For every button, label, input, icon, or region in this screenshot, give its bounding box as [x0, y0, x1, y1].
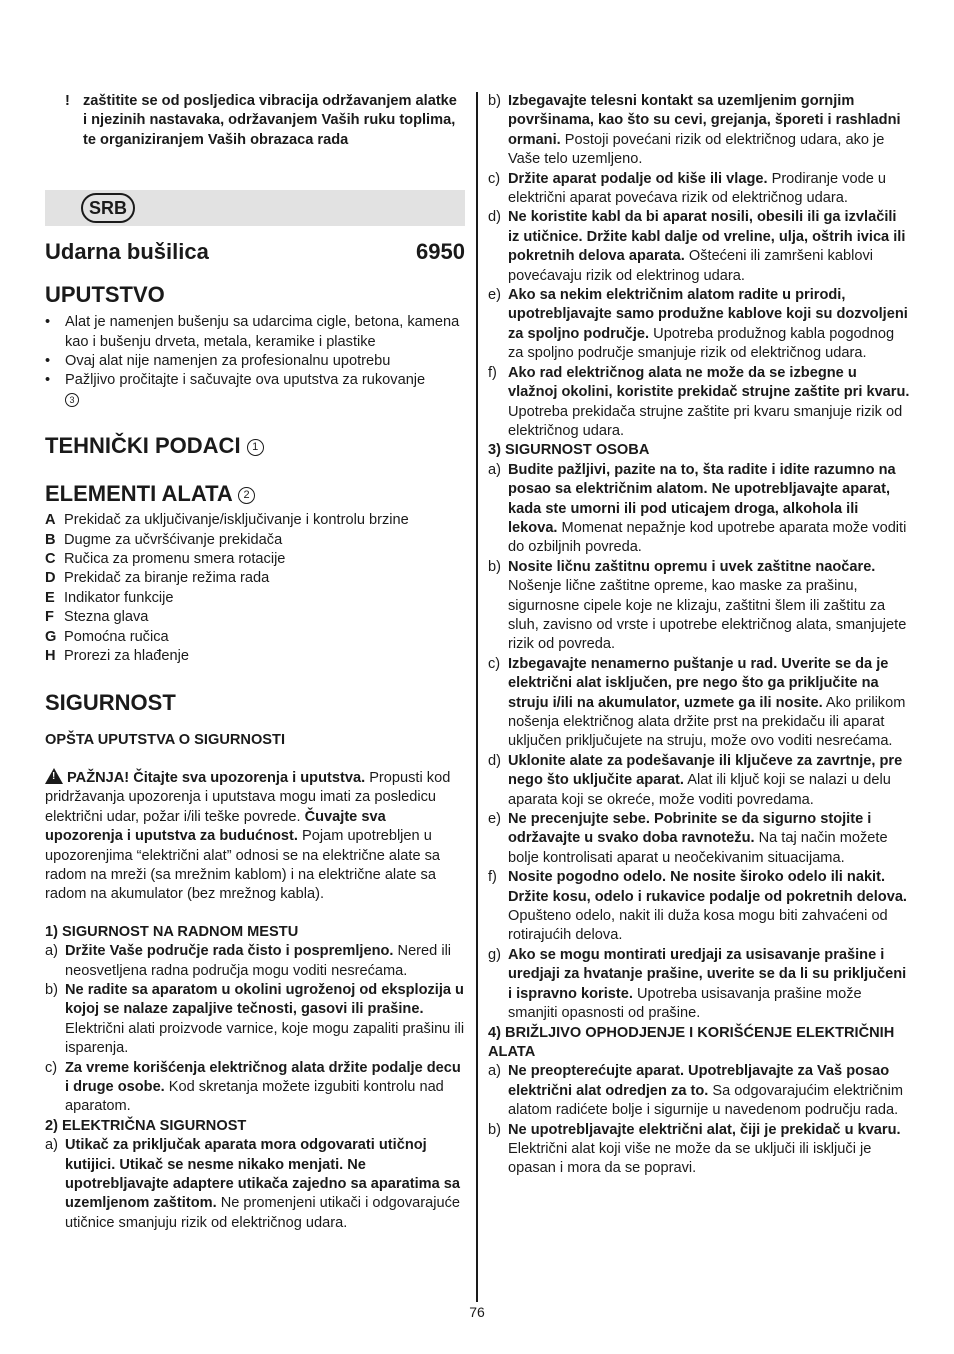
uputstvo-bullets: [45, 313, 465, 410]
figure-ref-1: 1: [247, 439, 264, 456]
general-safety-heading: OPŠTA UPUTSTVA O SIGURNOSTI: [45, 731, 285, 748]
list-item: • Ovaj alat nije namenjen za profesionalnu upotrebu: [45, 353, 391, 370]
list-item: b) Nosite ličnu zaštitnu opremu i uvek zaštitne naočare. Nošenje lične zaštitne opreme, kao maske za prašinu, sigurnosne cipele koje ne klizaju, zaštitni šlem ili zaštitu za sluh, zavisno od vrste i upotrebe električnog alata, smanjujete rizik od povreda.: [488, 558, 907, 653]
language-badge: SRB: [81, 193, 135, 223]
warning-triangle-icon: [45, 768, 63, 784]
list-item: A Prekidač za uključivanje/isključivanje i kontrolu brzine: [45, 512, 409, 529]
tech-heading: TEHNIČKI PODACI 1: [45, 432, 465, 460]
warning-marker: !: [65, 93, 70, 109]
section4-heading: 4) BRIŽLJIVO OPHODJENJE I KORIŠĆENJE ELEKTRIČNIH ALATA: [488, 1024, 895, 1060]
product-model: 6950: [416, 239, 465, 265]
list-item: H Prorezi za hlađenje: [45, 648, 189, 665]
list-item: E Indikator funkcije: [45, 589, 174, 606]
list-item: F Stezna glava: [45, 609, 149, 626]
list-item: G Pomoćna ručica: [45, 628, 169, 645]
intro-warning-text: zaštitite se od posljedica vibracija održavanjem alatke i njezinih nastavaka, održavanjem Vaših ruku toplima, te organiziranjem Vaših obrazaca rada: [83, 93, 457, 148]
list-item: g) Ako se mogu montirati uredjaji za usisavanje prašine i uredjaji za hvatanje prašine, uverite se da li su priključeni i ispravno koriste. Upotreba usisavanja prašine može smanjiti opasnosti od prašine.: [488, 946, 907, 1022]
elements-heading: ELEMENTI ALATA 2: [45, 480, 465, 508]
product-name: Udarna bušilica: [45, 239, 209, 265]
list-item: a) Budite pažljivi, pazite na to, šta radite i idite razumno na posao sa električnim alatom. Ne upotrebljavajte aparat, kada ste umorni ili pod uticajem droga, alkohola ili lekova. Momenat nepažnje kod upotrebe aparata može voditi do ozbiljnih povreda.: [488, 461, 907, 556]
elements-list: [45, 511, 465, 666]
figure-ref-3: 3: [65, 393, 79, 407]
figure-ref-2: 2: [238, 487, 255, 504]
language-bar: [45, 190, 465, 226]
list-item: a) Utikač za priključak aparata mora odgovarati utičnoj kutijici. Utikač se nesme nikako menjati. Ne upotrebljavajte adaptere utikača zajedno sa aparatima sa uzemljenom zaštitom. Ne promenjeni utikači i odgovarajuće utičnice smanjuju rizik od električnog udara.: [45, 1137, 461, 1231]
list-item: b) Izbegavajte telesni kontakt sa uzemljenim gornjim površinama, kao što su cevi, grejanja, šporeti i rashladni ormani. Postoji povećani rizik od električnog udara, ako je Vaše telo uzemljeno.: [488, 93, 901, 168]
sigurnost-heading: SIGURNOST: [45, 689, 176, 715]
column-divider: [476, 92, 478, 1302]
list-item: B Dugme za učvršćivanje prekidača: [45, 531, 283, 548]
section2-heading: 2) ELEKTRIČNA SIGURNOST: [45, 1117, 247, 1134]
list-item: c) Držite aparat podalje od kiše ili vlage. Prodiranje vode u električni aparat povećava rizik od električnog udara.: [488, 170, 886, 207]
section3-heading: 3) SIGURNOST OSOBA: [488, 442, 650, 459]
left-column: [45, 92, 465, 1233]
list-item: b) Ne radite sa aparatom u okolini ugroženoj od eksplozija u kojoj se nalaze zapaljive tečnosti, gasovi ili prašine. Električni alati proizvode varnice, koje mogu zapaliti prašinu ili isparenja.: [45, 981, 465, 1057]
list-item: e) Ne precenjujte sebe. Pobrinite se da sigurno stojite i održavajte u svako doba ravnotežu. Na taj način možete bolje kontrolisati aparat u neočekivanim situacijama.: [488, 811, 888, 866]
list-item: a) Ne preopterećujte aparat. Upotrebljavajte za Vaš posao električni alat odredjen za to. Sa odgovarajućim električnim alatom radićete bolje i sigurnije u navedenom području rada.: [488, 1063, 903, 1119]
list-item: f) Nosite pogodno odelo. Ne nosite široko odelo ili nakit. Držite kosu, odelo i rukavice podalje od pokretnih delova. Opušteno odelo, nakit ili duža kosa mogu biti zahvaćeni od rotirajućih delova.: [488, 869, 907, 944]
list-item: c) Za vreme korišćenja električnog alata držite podalje decu i druge osobe. Kod skretanja možete izgubiti kontrolu nad aparatom.: [45, 1059, 461, 1115]
uputstvo-heading: UPUTSTVO: [45, 282, 165, 308]
list-item: • Pažljivo pročitajte i sačuvajte ova uputstva za rukovanje 3: [45, 372, 426, 405]
list-item: C Ručica za promenu smera rotacije: [45, 551, 286, 568]
list-item: a) Držite Vaše područje rada čisto i pospremljeno. Nered ili neosvetljena radna područja mogu voditi nesrećama.: [45, 943, 452, 979]
right-column: [488, 92, 910, 1179]
attention-paragraph: !PAŽNJA! Čitajte sva upozorenja i uputstva. Propusti kod pridržavanja upozorenja i uputstava mogu imati za posledicu električni udar, požar i/ili teške povrede. Čuvajte sva upozorenja i uputstva za budućnost. Pojam upotrebljen u upozorenjima “električni alat” odnosi se na električne alate sa radom na mreži (sa mrežnim kablom) i na električne alate sa radom na akumulator (bez mrežnog kabla).: [45, 768, 465, 905]
product-header: [45, 238, 465, 266]
list-item: D Prekidač za biranje režima rada: [45, 570, 270, 587]
page-number: 76: [469, 1304, 485, 1320]
list-item: • Alat je namenjen bušenju sa udarcima cigle, betona, kamena kao i bušenju drveta, metala, keramike i plastike: [45, 314, 460, 350]
section1-heading: 1) SIGURNOST NA RADNOM MESTU: [45, 923, 299, 940]
list-item: e) Ako sa nekim električnim alatom radite u prirodi, upotrebljavajte samo produžne kablove koji su dozvoljeni za spoljno područje. Upotreba produžnog kabla pogodnog za spoljno područje smanjuje rizik od električnog udara.: [488, 287, 908, 362]
list-item: b) Ne upotrebljavajte električni alat, čiji je prekidač u kvaru. Električni alat koji više ne može da se uključi ili isključi je opasan i mora da se popravi.: [488, 1121, 901, 1177]
list-item: d) Uklonite alate za podešavanje ili ključeve za zavrtnje, pre nego što uključite aparat. Alat ili ključ koji se nalazi u delu aparata koji se okreće, može voditi povredama.: [488, 752, 903, 808]
intro-warning: [65, 92, 465, 150]
list-item: c) Izbegavajte nenamerno puštanje u rad. Uverite se da je električni alat isključen, pre nego što ga priključite na struju i/ili na akumulator, uzmete ga ili nosite. Ako prilikom nošenja električnog alata držite prst na prekidaču ili aparat uključen priključujete na struju, može ovo voditi nesrećama.: [488, 655, 906, 750]
list-item: f) Ako rad električnog alata ne može da se izbegne u vlažnoj okolini, koristite prekidač strujne zaštite pri kvaru. Upotreba prekidača strujne zaštite pri kvaru smanjuje rizik od električnog udara.: [488, 364, 910, 439]
list-item: d) Ne koristite kabl da bi aparat nosili, obesili ili ga izvlačili iz utičnice. Držite kabl dalje od vreline, ulja, oštrih ivica ili pokretnih delova aparata. Oštećeni ili zamršeni kablovi povećavaju rizik od elektrinog udara.: [488, 209, 906, 284]
